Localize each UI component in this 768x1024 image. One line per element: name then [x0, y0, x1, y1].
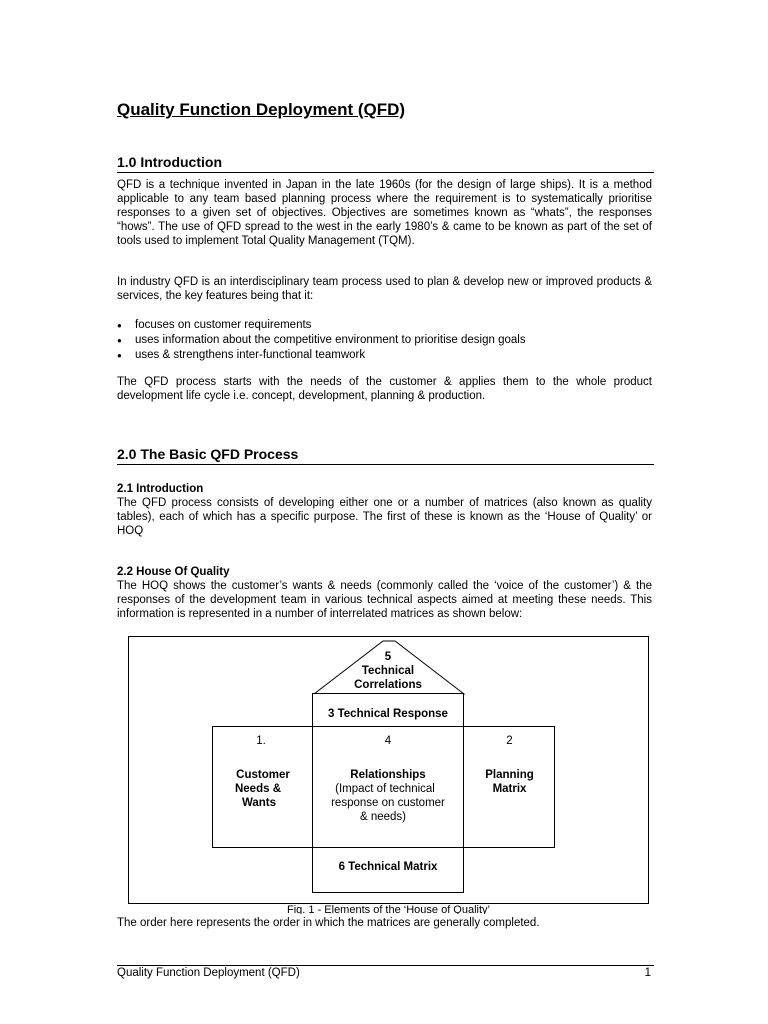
planning-matrix-number: 2	[506, 735, 513, 747]
section-heading-introduction: 1.0 Introduction	[117, 154, 654, 173]
figure-caption: Fig. 1 - Elements of the ‘House of Quality’	[287, 905, 490, 914]
relationships-line-3: response on customer	[331, 797, 445, 809]
customer-needs-line-1: Customer	[236, 769, 290, 781]
planning-matrix-line-2: Matrix	[492, 783, 527, 795]
roof-number: 5	[384, 651, 392, 663]
customer-needs-number: 1.	[256, 735, 266, 747]
intro-paragraph-3: The QFD process starts with the needs of the customer & applies them to the whole product development life cycle i.e. concept, development, planning & production.	[117, 376, 652, 402]
relationships-number: 4	[384, 735, 392, 747]
planning-matrix-cell	[464, 734, 555, 796]
footer-divider	[117, 965, 654, 966]
roof-line-1: Technical	[361, 665, 415, 677]
subsection-heading-house-of-quality: 2.2 House Of Quality	[117, 566, 230, 578]
customer-needs-line-3: Wants	[241, 797, 277, 809]
technical-response-box	[312, 693, 464, 728]
relationships-line-2: (Impact of technical	[335, 783, 435, 795]
technical-matrix-label: 6 Technical Matrix	[338, 861, 438, 873]
technical-response-label: 3 Technical Response	[328, 708, 448, 720]
intro-paragraph-2: In industry QFD is an interdisciplinary team process used to plan & develop new or improved products & services, the key features being that it:	[117, 276, 652, 302]
page-number: 1	[644, 967, 651, 979]
relationships-line-4: & needs)	[359, 811, 407, 823]
hoq-paragraph: The HOQ shows the customer’s wants & needs (commonly called the ‘voice of the customer’) & the responses of the development team in various technical aspects aimed at meeting these needs. This information is represented in a number of interrelated matrices as shown below:	[117, 580, 652, 620]
page-title: Quality Function Deployment (QFD)	[117, 100, 406, 119]
subsection-heading-introduction: 2.1 Introduction	[117, 483, 204, 495]
process-paragraph: The QFD process consists of developing either one or a number of matrices (also known as quality tables), each of which has a specific purpose. The first of these is known as the ‘House of Quality’ or HOQ	[117, 497, 652, 537]
list-item: ● uses information about the competitive environment to prioritise design goals	[117, 333, 652, 348]
roof-line-2: Correlations	[354, 679, 422, 691]
relationships-cell	[313, 734, 463, 824]
intro-paragraph-1: QFD is a technique invented in Japan in the late 1960s (for the design of large ships). It is a method applicable to any team based planning process where the requirement is to systematically prioritise responses to a given set of objectives. Objectives are sometimes known as “whats”, the responses “hows”. The use of QFD spread to the west in the early 1980’s & came to be known as part of the set of tools used to implement Total Quality Management (TQM).	[117, 179, 652, 247]
technical-matrix-box	[312, 847, 464, 893]
list-item: ● focuses on customer requirements	[117, 318, 652, 333]
planning-matrix-line-1: Planning	[485, 769, 534, 781]
section-heading-basic-process: 2.0 The Basic QFD Process	[117, 446, 654, 465]
list-item: ● uses & strengthens inter-functional teamwork	[117, 348, 652, 363]
feature-list	[117, 318, 652, 363]
relationships-line-1: Relationships	[350, 769, 426, 781]
roof-label	[312, 650, 464, 692]
footer-title: Quality Function Deployment (QFD)	[117, 967, 300, 979]
customer-needs-line-2: Needs &	[234, 783, 282, 795]
after-figure-paragraph: The order here represents the order in which the matrices are generally completed.	[117, 917, 540, 929]
customer-needs-cell	[218, 734, 308, 810]
